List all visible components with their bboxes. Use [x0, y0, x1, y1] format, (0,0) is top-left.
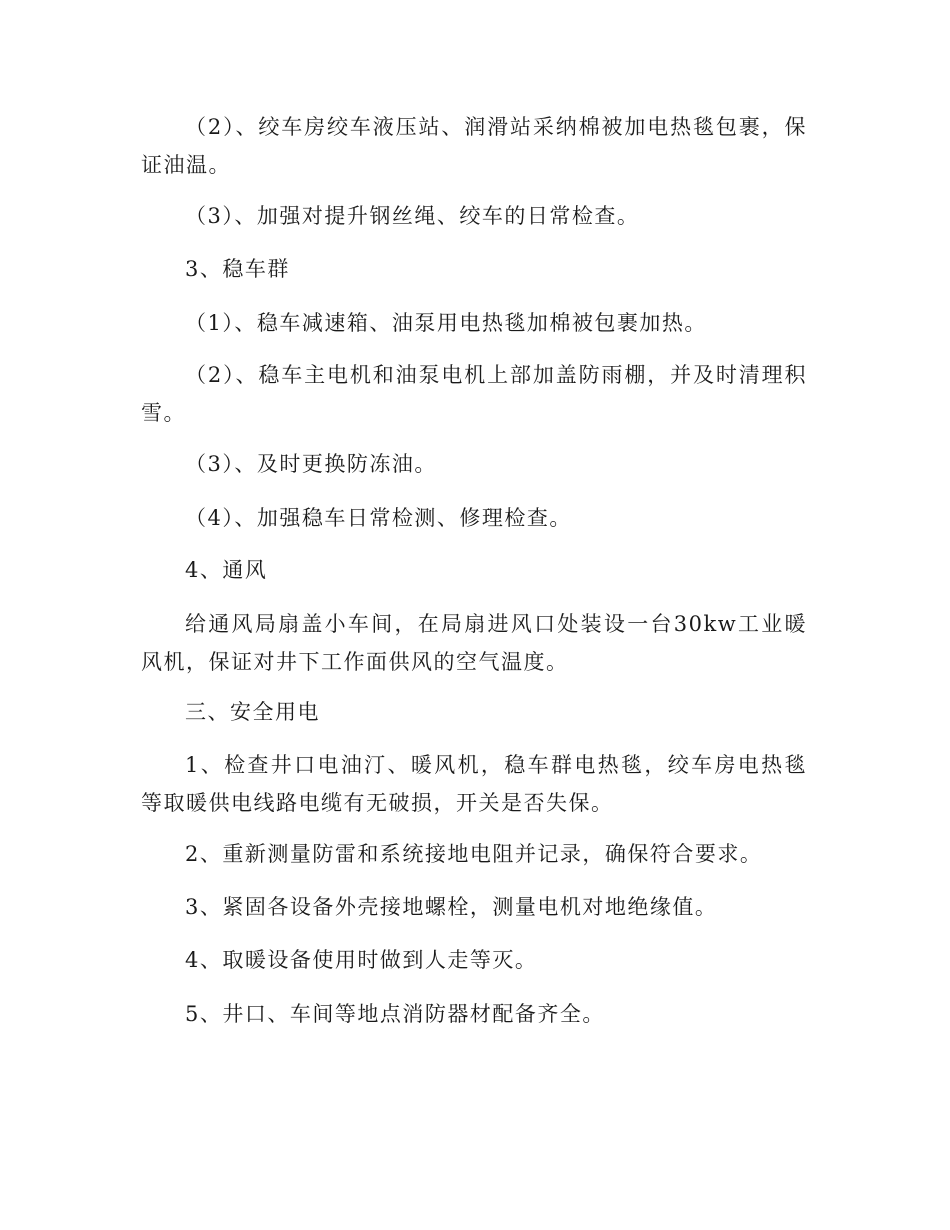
paragraph-ventilation-heater: 给通风局扇盖小车间，在局扇进风口处装设一台30kw工业暖风机，保证对井下工作面供风的空气温度。: [141, 612, 807, 674]
paragraph-grounding-resistance: 2、重新测量防雷和系统接地电阻并记录，确保符合要求。: [185, 842, 763, 866]
paragraph-stabilizer-inspection: （4）、加强稳车日常检测、修理检查。: [185, 506, 572, 530]
paragraph-winch-hydraulic: （2）、绞车房绞车液压站、润滑站采纳棉被加电热毯包裹，保证油温。: [141, 115, 807, 177]
paragraph-fire-equipment: 5、井口、车间等地点消防器材配备齐全。: [185, 1002, 605, 1026]
paragraph-wire-rope-check: （3）、加强对提升钢丝绳、绞车的日常检查。: [185, 204, 640, 228]
paragraph-rain-shed: （2）、稳车主电机和油泵电机上部加盖防雨棚，并及时清理积雪。: [141, 363, 807, 425]
heading-stabilizer-group: 3、稳车群: [185, 257, 290, 281]
paragraph-grounding-bolts: 3、紧固各设备外壳接地螺栓，测量电机对地绝缘值。: [185, 895, 718, 919]
paragraph-heating-devices: 4、取暖设备使用时做到人走等灭。: [185, 948, 538, 972]
heading-ventilation: 4、通风: [185, 558, 268, 582]
heading-electrical-safety: 三、安全用电: [185, 700, 320, 724]
paragraph-antifreeze-oil: （3）、及时更换防冻油。: [185, 452, 437, 476]
paragraph-cable-inspection: 1、检查井口电油汀、暖风机，稳车群电热毯，绞车房电热毯等取暖供电线路电缆有无破损，开关是否失保。: [141, 753, 807, 815]
paragraph-reducer-heating: （1）、稳车减速箱、油泵用电热毯加棉被包裹加热。: [185, 311, 707, 335]
